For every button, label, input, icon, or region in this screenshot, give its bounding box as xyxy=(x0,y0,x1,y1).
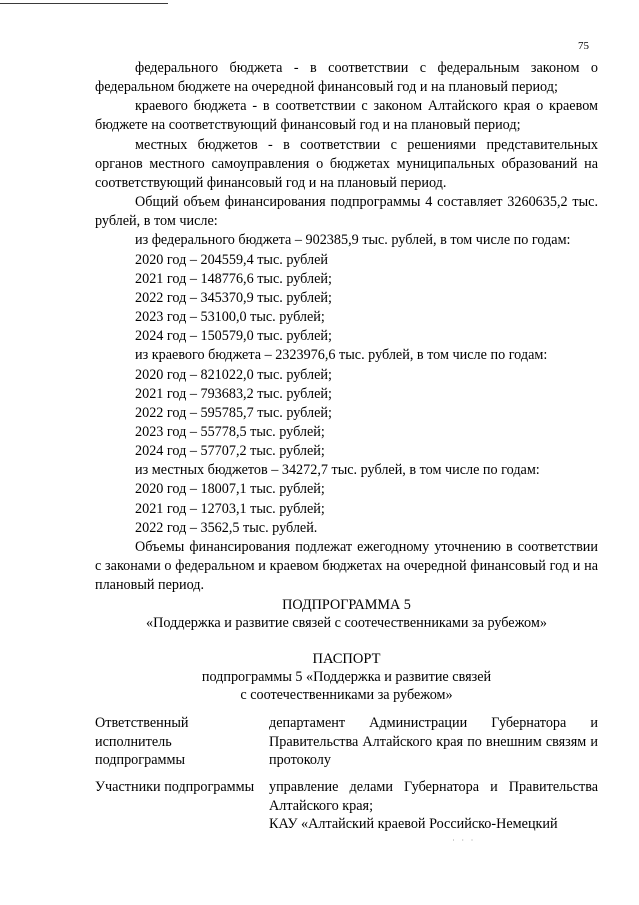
participants-value xyxy=(269,778,598,834)
page-number: 75 xyxy=(578,40,589,52)
regional-year-2020: 2020 год – 821022,0 тыс. рублей; xyxy=(135,366,332,383)
participants-value-line2: КАУ «Алтайский краевой Российско-Немецкий xyxy=(269,816,558,832)
subprogram-heading-block xyxy=(95,596,598,704)
federal-year-2022: 2022 год – 345370,9 тыс. рублей; xyxy=(135,289,332,306)
passport-subtitle-line2: с соотечественниками за рубежом» xyxy=(240,687,453,703)
local-year-2022: 2022 год – 3562,5 тыс. рублей. xyxy=(135,519,318,536)
local-year-2021: 2021 год – 12703,1 тыс. рублей; xyxy=(135,500,325,517)
federal-year-2023: 2023 год – 53100,0 тыс. рублей; xyxy=(135,309,325,326)
federal-year-2020: 2020 год – 204559,4 тыс. рублей xyxy=(135,251,328,268)
responsible-value: департамент Администрации Губернатора и Правительства Алтайского края по внешним связям и протоколу xyxy=(269,715,598,768)
regional-year-2022: 2022 год – 595785,7 тыс. рублей; xyxy=(135,404,332,421)
paragraph-local-basis: местных бюджетов - в соответствии с решениями представительных органов местного самоуправления о бюджетах муниципальных образований на соответствующий финансовый год и на плановый период. xyxy=(95,136,598,191)
passport-subtitle-line1: подпрограммы 5 «Поддержка и развитие связей xyxy=(201,669,492,685)
responsible-label: Ответственный исполнитель подпрограммы xyxy=(95,715,189,768)
top-edge-line xyxy=(0,3,168,4)
local-year-2020: 2020 год – 18007,1 тыс. рублей; xyxy=(135,481,325,498)
local-funding-intro: из местных бюджетов – 34272,7 тыс. рублей, в том числе по годам: xyxy=(135,462,540,479)
funding-text xyxy=(95,59,598,595)
passport-title: ПАСПОРТ xyxy=(312,651,381,667)
paragraph-total-funding: Общий объем финансирования подпрограммы 4 составляет 3260635,2 тыс. рублей, в том числе: xyxy=(95,194,598,230)
subprogram-name: «Поддержка и развитие связей с соотечественниками за рубежом» xyxy=(146,615,547,631)
paragraph-federal-funding: из федерального бюджета – 902385,9 тыс. рублей, в том числе по годам: xyxy=(135,232,571,249)
participants-label: Участники подпрограммы xyxy=(95,779,255,795)
paragraph-funding-updates: Объемы финансирования подлежат ежегодному уточнению в соответствии с законами о федеральном и краевом бюджетах на очередной финансовый год и на плановый период. xyxy=(95,538,598,594)
passport-row-participants xyxy=(95,778,598,834)
federal-year-2024: 2024 год – 150579,0 тыс. рублей; xyxy=(135,328,332,345)
paragraph-federal-basis: федерального бюджета - в соответствии с федеральным законом о федеральном бюджете на очередной финансовый год и на плановый период; xyxy=(95,60,598,96)
paragraph-regional-basis: краевого бюджета - в соответствии с законом Алтайского края о краевом бюджете на соответствующий финансовый год и на плановый период; xyxy=(95,98,598,134)
subprogram-heading: ПОДПРОГРАММА 5 xyxy=(282,597,411,613)
passport-row-responsible xyxy=(95,714,598,770)
federal-year-2021: 2021 год – 148776,6 тыс. рублей; xyxy=(135,270,332,287)
regional-year-2024: 2024 год – 57707,2 тыс. рублей; xyxy=(135,443,325,460)
regional-funding-intro: из краевого бюджета – 2323976,6 тыс. рублей, в том числе по годам: xyxy=(135,347,548,364)
participants-value-line1: управление делами Губернатора и Правительства Алтайского края; xyxy=(269,779,598,814)
regional-year-2021: 2021 год – 793683,2 тыс. рублей; xyxy=(135,385,332,402)
regional-year-2023: 2023 год – 55778,5 тыс. рублей; xyxy=(135,423,325,440)
faint-mark: ˙ ˙ ˙ xyxy=(452,838,476,848)
